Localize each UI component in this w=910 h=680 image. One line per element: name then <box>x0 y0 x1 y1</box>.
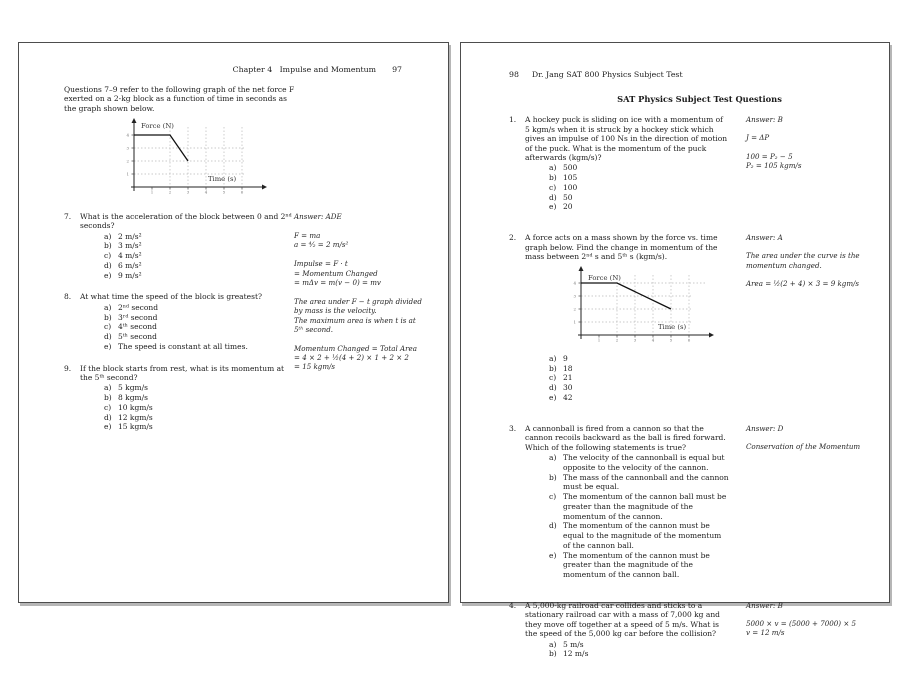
graph1-y-tick: 3 <box>126 145 129 151</box>
option-letter: e) <box>104 341 112 351</box>
answer-column <box>294 212 446 444</box>
answer-line: momentum changed. <box>746 260 822 270</box>
answer-line: = mΔv = m(v − 0) = mv <box>294 277 381 287</box>
option <box>104 403 292 413</box>
question-3-row <box>509 424 890 592</box>
option-letter: e) <box>549 550 557 560</box>
left-page-number: 97 <box>392 65 402 74</box>
option-text: The speed is constant at all times. <box>118 341 248 351</box>
question-number: 9. <box>64 363 72 373</box>
graph2-y-arrow-icon <box>579 266 584 271</box>
question-text: A 5,000-kg railroad car collides and sticks to a stationary railroad car with a mass of 7,000 kg and they move off together at a speed of 5 m/s. What is the speed of the 5,000 kg car before the collision? <box>525 600 720 639</box>
graph2-x-arrow-icon <box>709 332 714 337</box>
answer-line: = 15 kgm/s <box>294 362 336 372</box>
graph2-x-tick: 1 <box>597 337 601 343</box>
option-text: 5ᵗʰ second <box>118 332 157 342</box>
answer-block <box>294 259 446 287</box>
graph2-y-axis-label: Force (N) <box>588 273 621 282</box>
answer-line: 5000 × v = (5000 + 7000) × 5 <box>746 618 857 628</box>
option-text: 100 <box>563 182 578 192</box>
questions-and-answers <box>64 212 446 444</box>
question-number: 1. <box>509 115 517 125</box>
option-letter: c) <box>549 182 557 192</box>
graph2-x-axis-label: Time (s) <box>658 322 687 331</box>
answer-label: Answer: A <box>746 233 783 243</box>
answer-line: a = ⁴⁄₂ = 2 m/s² <box>294 240 349 250</box>
option-letter: b) <box>104 312 112 322</box>
graph1-y-tick: 4 <box>126 132 129 138</box>
question-3 <box>509 424 742 580</box>
option <box>104 232 292 242</box>
graph1-x-arrow-icon <box>262 185 267 190</box>
answer-line: 5ᵗʰ second. <box>294 324 334 334</box>
option-text: 12 m/s <box>563 649 589 659</box>
question-7 <box>64 212 292 281</box>
graph1-y-tick: 1 <box>126 171 129 177</box>
answer-line: J = ΔP <box>746 133 770 143</box>
answer-2 <box>746 233 890 415</box>
option <box>104 413 292 423</box>
option-letter: c) <box>104 322 112 332</box>
answer-line: P₂ = 105 kgm/s <box>746 160 802 170</box>
option-letter: e) <box>104 422 112 432</box>
right-questions <box>509 115 890 671</box>
option-letter: b) <box>549 472 557 482</box>
option-letter: a) <box>104 231 112 241</box>
graph2-x-tick: 4 <box>651 337 655 343</box>
option-text: 4ᵗʰ second <box>118 322 157 332</box>
option-letter: a) <box>549 639 557 649</box>
option-text: 3 m/s² <box>118 241 142 251</box>
question-number: 4. <box>509 600 517 610</box>
graph2-x-tick: 5 <box>669 337 673 343</box>
option-text: 500 <box>563 163 578 173</box>
answer-line: Momentum Changed = Total Area <box>294 343 417 353</box>
option-text: 42 <box>563 392 573 402</box>
option-text: 9 <box>563 353 568 363</box>
option <box>549 649 730 659</box>
option-letter: b) <box>549 649 557 659</box>
right-page-header <box>509 70 890 80</box>
question-text: A force acts on a mass shown by the force vs. time graph below. Find the change in momentum of the mass between 2ⁿᵈ s and 5ᵗʰ s (kgm/s). <box>525 233 718 262</box>
question-text: What is the acceleration of the block between 0 and 2ⁿᵈ seconds? <box>80 211 292 231</box>
option-text: 105 <box>563 173 578 183</box>
graph1-y-arrow-icon <box>132 118 137 123</box>
option <box>549 383 730 393</box>
option-letter: c) <box>549 373 557 383</box>
question-text: If the block starts from rest, what is its momentum at the 5ᵗʰ second? <box>80 363 285 382</box>
question-number: 8. <box>64 292 72 302</box>
graph1-svg <box>116 117 276 203</box>
option <box>104 303 292 313</box>
graph2-x-tick: 6 <box>687 337 691 343</box>
answer-label: Answer: ADE <box>294 211 342 221</box>
graph2-x-tick: 3 <box>633 337 637 343</box>
answer-1 <box>746 115 890 224</box>
option-text: 5 kgm/s <box>118 383 148 393</box>
question-number: 3. <box>509 423 517 433</box>
graph1-x-tick: 5 <box>222 189 226 195</box>
right-page-number: 98 <box>509 70 519 79</box>
section-title: SAT Physics Subject Test Questions <box>617 93 782 104</box>
force-time-graph-1 <box>116 117 446 205</box>
option-text: The momentum of the cannon must be greater than the magnitude of the momentum of the cannon ball. <box>563 550 710 580</box>
option <box>104 393 292 403</box>
option <box>549 193 730 203</box>
option <box>549 163 730 173</box>
option <box>104 271 292 281</box>
option <box>104 251 292 261</box>
option-letter: a) <box>549 353 557 363</box>
option-letter: a) <box>549 163 557 173</box>
answer-line: = Momentum Changed <box>294 268 378 278</box>
answer-block <box>294 344 446 372</box>
option <box>104 383 292 393</box>
option-text: 30 <box>563 383 573 393</box>
option <box>104 322 292 332</box>
graph2-x-tick: 2 <box>615 337 619 343</box>
graph1-x-tick: 2 <box>168 189 172 195</box>
option-letter: e) <box>549 202 557 212</box>
option <box>549 364 730 374</box>
graph1-x-tick: 3 <box>186 189 190 195</box>
option-letter: b) <box>549 173 557 183</box>
option-text: The velocity of the cannonball is equal but opposite to the velocity of the cannon. <box>563 453 725 472</box>
answer-line: The area under the curve is the <box>746 251 860 261</box>
option <box>104 342 292 352</box>
option-letter: d) <box>549 192 557 202</box>
question-number: 2. <box>509 233 517 243</box>
question-text: A hockey puck is sliding on ice with a momentum of 5 kgm/s when it is struck by a hockey stick which gives an impulse of 100 Ns in the direction of motion of the puck. What is the momentum of the puck afterwards (kgm/s)? <box>525 115 728 163</box>
option <box>104 422 292 432</box>
force-time-graph-2 <box>563 265 730 351</box>
question-4-row <box>509 601 890 671</box>
option <box>104 241 292 251</box>
intro-paragraph: Questions 7–9 refer to the following graph of the net force F exerted on a 2-kg block as a function of time in seconds as the graph shown below. <box>64 85 295 113</box>
graph1-x-tick: 6 <box>240 189 244 195</box>
question-number: 7. <box>64 211 72 221</box>
left-page-header <box>233 65 402 75</box>
option <box>104 332 292 342</box>
answer-label: Answer: D <box>746 423 784 433</box>
option-text: 20 <box>563 202 573 212</box>
answer-line: Impulse = F · t <box>294 259 348 269</box>
answer-3 <box>746 424 890 592</box>
option-letter: d) <box>549 383 557 393</box>
graph2-data-line <box>581 283 671 309</box>
option-text: 5 m/s <box>563 639 584 649</box>
question-1 <box>509 115 742 212</box>
graph2-y-tick: 2 <box>573 306 576 312</box>
option-text: 6 m/s² <box>118 260 142 270</box>
option-letter: c) <box>549 492 557 502</box>
option <box>549 183 730 193</box>
option-text: 4 m/s² <box>118 251 142 261</box>
question-text: A cannonball is fired from a cannon so that the cannon recoils backward as the ball is fired forward. Which of the following statements is true? <box>525 423 726 452</box>
right-page <box>460 42 890 659</box>
option-letter: d) <box>104 332 112 342</box>
option-letter: b) <box>104 241 112 251</box>
option-letter: d) <box>104 260 112 270</box>
answer-4 <box>746 601 890 671</box>
graph1-y-axis-label: Force (N) <box>141 122 174 131</box>
option-letter: d) <box>104 412 112 422</box>
answer-line: The area under F − t graph divided <box>294 297 422 307</box>
option-text: 18 <box>563 363 573 373</box>
answer-line: The maximum area is when t is at <box>294 315 416 325</box>
option-letter: a) <box>104 383 112 393</box>
answer-line: v = 12 m/s <box>746 628 785 638</box>
option <box>104 261 292 271</box>
answer-block <box>294 231 446 249</box>
question-2 <box>509 233 742 403</box>
option-letter: e) <box>104 270 112 280</box>
option <box>549 393 730 403</box>
option <box>549 354 730 364</box>
option-letter: b) <box>104 393 112 403</box>
option-letter: c) <box>104 402 112 412</box>
option <box>104 313 292 323</box>
graph1-x-tick: 1 <box>150 189 154 195</box>
answer-block <box>294 212 446 221</box>
option-text: 2 m/s² <box>118 231 142 241</box>
option-letter: d) <box>549 521 557 531</box>
option <box>549 640 730 650</box>
answer-label: Answer: B <box>746 115 783 125</box>
graph1-x-tick: 4 <box>204 189 208 195</box>
option <box>549 373 730 383</box>
question-9 <box>64 364 292 433</box>
graph1-y-tick: 2 <box>126 158 129 164</box>
option-letter: a) <box>549 453 557 463</box>
option-letter: c) <box>104 251 112 261</box>
option <box>549 173 730 183</box>
option <box>549 453 730 473</box>
question-text: At what time the speed of the block is greatest? <box>80 292 262 302</box>
answer-line: F = ma <box>294 230 321 240</box>
question-1-row <box>509 115 890 224</box>
graph2-y-tick: 3 <box>573 293 576 299</box>
option <box>549 521 730 550</box>
graph2-y-tick: 4 <box>573 280 576 286</box>
answer-line: Conservation of the Momentum <box>746 441 861 451</box>
option <box>549 202 730 212</box>
option-text: 9 m/s² <box>118 270 142 280</box>
option-text: 21 <box>563 373 573 383</box>
question-8 <box>64 292 292 351</box>
book-title: Dr. Jang SAT 800 Physics Subject Test <box>531 70 683 79</box>
left-page <box>18 42 449 603</box>
answer-label: Answer: B <box>746 600 783 610</box>
answer-block <box>294 297 446 334</box>
question-2-row <box>509 233 890 415</box>
option-text: The momentum of the cannon ball must be greater than the magnitude of the momentum of the cannon. <box>563 492 727 521</box>
graph1-x-axis-label: Time (s) <box>208 175 237 184</box>
option-text: 50 <box>563 192 573 202</box>
right-page-body <box>509 70 890 680</box>
option <box>549 551 730 580</box>
answer-line: = 4 × 2 + ½(4 + 2) × 1 + 2 × 2 <box>294 353 409 363</box>
graph2-y-tick: 1 <box>573 319 576 325</box>
answer-line: by mass is the velocity. <box>294 306 377 316</box>
left-page-body <box>64 85 446 444</box>
answer-line: Area = ½(2 + 4) × 3 = 9 kgm/s <box>746 278 860 288</box>
option-letter: a) <box>104 302 112 312</box>
option-text: 12 kgm/s <box>118 412 153 422</box>
option-text: 8 kgm/s <box>118 393 148 403</box>
answer-line: 100 = P₂ − 5 <box>746 151 793 161</box>
option-text: The momentum of the cannon must be equal to the magnitude of the momentum of the cannon ball. <box>563 521 722 550</box>
option-text: 2ⁿᵈ second <box>118 302 159 312</box>
option-letter: e) <box>549 392 557 402</box>
question-column <box>64 212 292 444</box>
option <box>549 473 730 493</box>
option-text: 15 kgm/s <box>118 422 153 432</box>
chapter-title: Chapter 4 Impulse and Momentum <box>232 65 377 74</box>
option-text: The mass of the cannonball and the cannon must be equal. <box>563 472 729 492</box>
question-4 <box>509 601 742 659</box>
option-text: 3ʳᵈ second <box>118 312 158 322</box>
option <box>549 492 730 521</box>
graph2-svg <box>563 265 723 349</box>
option-text: 10 kgm/s <box>118 402 153 412</box>
option-letter: b) <box>549 363 557 373</box>
